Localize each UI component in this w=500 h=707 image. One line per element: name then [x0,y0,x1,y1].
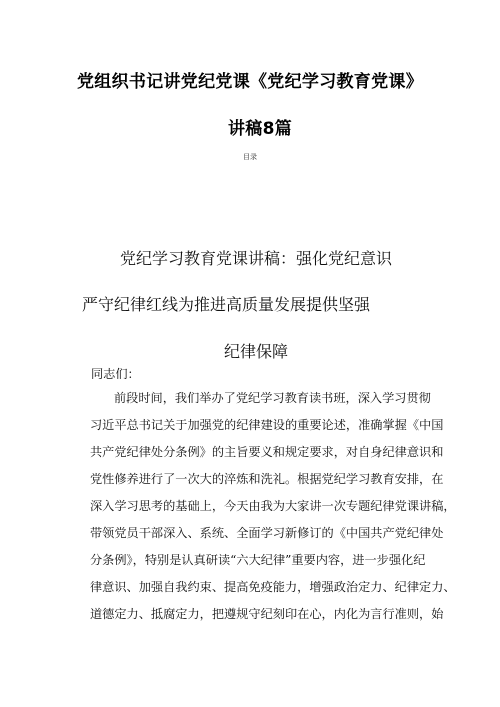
paragraph-line: 前段时间，我们举办了党纪学习教育读书班，深入学习贯彻 [114,391,431,405]
toc-label[interactable]: 目录 [243,153,257,161]
greeting: 同志们： [91,367,140,381]
paragraph-line: 习近平总书记关于加强党的纪律建设的重要论述，准确掌握《中国 [90,418,444,432]
paragraph-line: 党性修养进行了一次大的淬炼和洗礼。根据党纪学习教育安排，在 [90,472,444,486]
section-title-line-1: 党纪学习教育党课讲稿：强化党纪意识 [119,249,392,268]
paragraph-line: 共产党纪律处分条例》的主旨要义和规定要求，对自身纪律意识和 [90,445,444,459]
paragraph-line: 分条例》，特别是认真研读“六大纪律”重要内容，进一步强化纪 [90,553,426,567]
section-title-line-3: 纪律保障 [223,342,288,361]
paragraph-line: 深入学习思考的基础上，今天由我为大家讲一次专题纪律党课讲稿， [90,499,456,513]
document-title-line-2: 讲稿8篇 [227,119,293,139]
document-title-line-1: 党组织书记讲党纪党课《党纪学习教育党课》 [77,72,423,92]
paragraph-line: 道德定力、抵腐定力，把遵规守纪刻印在心，内化为言行准则，始 [90,607,444,621]
section-title-line-2: 严守纪律红线为推进高质量发展提供坚强 [81,295,370,314]
paragraph-line: 带领党员干部深入、系统、全面学习新修订的《中国共产党纪律处 [90,526,444,540]
paragraph-line: 律意识、加强自我约束、提高免疫能力，增强政治定力、纪律定力、 [90,580,456,594]
